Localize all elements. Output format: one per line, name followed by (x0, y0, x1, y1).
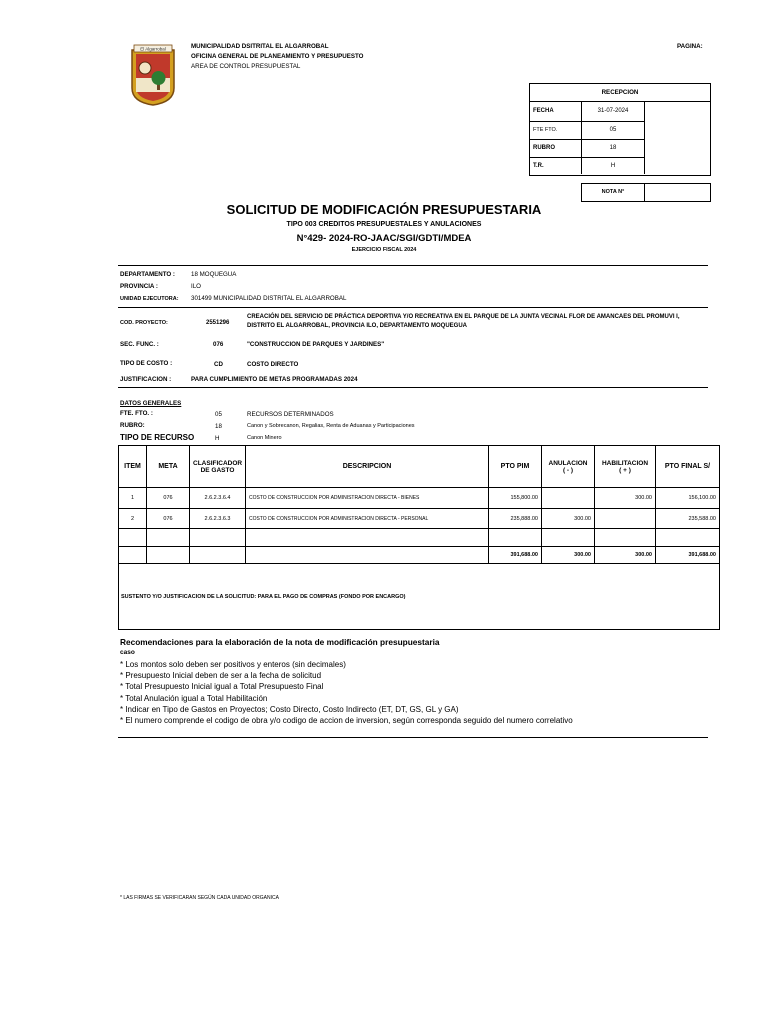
list-item: * Total Anulación igual a Total Habilitación (120, 693, 268, 703)
table-row-empty (119, 529, 720, 547)
sec-description: "CONSTRUCCION DE PARQUES Y JARDINES" (247, 341, 385, 348)
col-meta: META (147, 446, 190, 488)
dep-label: DEPARTAMENTO : (120, 271, 175, 278)
col-habilitacion: HABILITACION ( + ) (595, 446, 656, 488)
total-hab: 300.00 (595, 547, 656, 564)
costo-value: CD (214, 361, 223, 368)
list-item: * Los montos solo deben ser positivos y enteros (sin decimales) (120, 660, 346, 669)
cell-meta: 076 (147, 509, 190, 529)
rubro-label: RUBRO (530, 139, 582, 157)
fecha-label: FECHA (530, 102, 582, 121)
budget-table (118, 445, 720, 630)
footer-note: * LAS FIRMAS SE VERIFICARAN SEGÚN CADA UNIDAD ORGANICA (120, 895, 279, 901)
nota-value (645, 184, 709, 201)
tr-label: TIPO DE RECURSO (120, 433, 195, 442)
rubro-description: Canon y Sobrecanon, Regalias, Renta de Aduanas y Participaciones (247, 423, 415, 429)
header-line2: OFICINA GENERAL DE PLANEAMIENTO Y PRESUPUESTO (191, 53, 364, 60)
header-line3: AREA DE CONTROL PRESUPUESTAL (191, 63, 301, 70)
table-totals-row (119, 547, 720, 564)
prov-label: PROVINCIA : (120, 283, 158, 290)
cell-item: 1 (119, 488, 147, 509)
ue-value: 301499 MUNICIPALIDAD DISTRITAL EL ALGARROBAL (191, 295, 347, 302)
recepcion-box (529, 83, 711, 176)
tr-value: H (215, 435, 220, 442)
svg-text:El Algarrobal: El Algarrobal (140, 46, 166, 52)
ftefto-value: 05 (582, 121, 645, 139)
divider (118, 307, 708, 308)
divider (118, 387, 708, 388)
col-final: PTO FINAL S/ (656, 446, 720, 488)
table-row (119, 509, 720, 529)
cell-item: 2 (119, 509, 147, 529)
table-header-row (119, 446, 720, 488)
ftefto-label: FTE FTO. (530, 121, 582, 139)
table-row (119, 488, 720, 509)
divider (118, 737, 708, 738)
cell-meta: 076 (147, 488, 190, 509)
col-descripcion: DESCRIPCION (246, 446, 489, 488)
cell-hab: 300.00 (595, 488, 656, 509)
recepcion-title: RECEPCION (530, 84, 710, 102)
divider (118, 265, 708, 266)
cell-anul (542, 488, 595, 509)
col-anulacion: ANULACION ( - ) (542, 446, 595, 488)
cell-clasif: 2.6.2.3.6.3 (190, 509, 246, 529)
cod-value: 2551296 (206, 320, 230, 326)
col-pim: PTO PIM (489, 446, 542, 488)
total-anul: 300.00 (542, 547, 595, 564)
cell-final: 235,588.00 (656, 509, 720, 529)
costo-description: COSTO DIRECTO (247, 361, 299, 368)
costo-label: TIPO DE COSTO : (120, 360, 173, 367)
header-line1: MUNICIPALIDAD DSITRITAL EL ALGARROBAL (191, 43, 329, 50)
cell-pim: 155,800.00 (489, 488, 542, 509)
dep-value: 18 MOQUEGUA (191, 271, 237, 278)
total-final: 391,688.00 (656, 547, 720, 564)
fte-value: 05 (215, 411, 222, 418)
list-item: * Total Presupuesto Inicial igual a Total Presupuesto Final (120, 682, 324, 692)
page-label: PAGINA: (677, 43, 703, 50)
rubro-value: 18 (582, 139, 645, 157)
recomendaciones-title: Recomendaciones para la elaboración de la nota de modificación presupuestaria (120, 637, 440, 647)
cell-final: 156,100.00 (656, 488, 720, 509)
datos-title: DATOS GENERALES (120, 400, 182, 407)
col-item: ITEM (119, 446, 147, 488)
cod-description: CREACIÓN DEL SERVICIO DE PRÁCTICA DEPORTIVA Y/O RECREATIVA EN EL PARQUE DE LA JUNTA VECINAL FLOR DE AMANCAES DEL PROMUVI I, DISTRITO EL ALGARROBAL, PROVINCIA ILO, DEPARTAMENTO MOQUEGUA (247, 314, 680, 329)
list-item: * El numero comprende el codigo de obra y/o codigo de accion de inversion, según corresponda seguido del numero correlativo (120, 716, 573, 726)
ue-label: UNIDAD EJECUTORA: (120, 296, 179, 302)
page-subtitle: TIPO 003 CREDITOS PRESUPUESTALES Y ANULACIONES (286, 221, 482, 228)
tr-description: Canon Minero (247, 435, 282, 441)
tr-value: H (582, 157, 645, 174)
cell-clasif: 2.6.2.3.6.4 (190, 488, 246, 509)
municipal-logo (130, 44, 176, 106)
cell-hab (595, 509, 656, 529)
list-item: * Indicar en Tipo de Gastos en Proyectos; Costo Directo, Costo Indirecto (ET, DT, GS, GL y GA) (120, 704, 459, 714)
sustento-text: SUSTENTO Y/O JUSTIFICACION DE LA SOLICITUD: PARA EL PAGO DE COMPRAS (FONDO POR ENCARGO) (119, 564, 720, 630)
document-number: N°429- 2024-RO-JAAC/SGI/GDTI/MDEA (296, 233, 472, 244)
fiscal-year: EJERCICIO FISCAL 2024 (351, 247, 417, 253)
sec-label: SEC. FUNC. : (120, 341, 159, 348)
sec-value: 076 (213, 341, 224, 348)
rubro-value: 18 (215, 423, 222, 430)
rubro-label: RUBRO: (120, 422, 145, 429)
tr-label: T.R. (530, 157, 582, 174)
cell-anul: 300.00 (542, 509, 595, 529)
nota-box (581, 183, 711, 202)
fte-label: FTE. FTO. : (120, 410, 153, 417)
nota-label: NOTA N° (582, 184, 645, 201)
cell-pim: 235,888.00 (489, 509, 542, 529)
page-title: SOLICITUD DE MODIFICACIÓN PRESUPUESTARIA (226, 202, 542, 217)
fte-description: RECURSOS DETERMINADOS (247, 411, 334, 418)
prov-value: ILO (191, 283, 201, 290)
recomendaciones-list (120, 659, 573, 726)
fecha-value: 31-07-2024 (582, 102, 645, 121)
sustento-row (119, 564, 720, 630)
cell-desc: COSTO DE CONSTRUCCION POR ADMINISTRACION DIRECTA - PERSONAL (246, 509, 489, 529)
just-description: PARA CUMPLIMIENTO DE METAS PROGRAMADAS 2024 (191, 376, 358, 383)
col-clasificador: CLASIFICADOR DE GASTO (190, 446, 246, 488)
cod-label: COD. PROYECTO: (120, 320, 168, 326)
list-item: * Presupuesto Inicial deben de ser a la fecha de solicitud (120, 671, 322, 681)
recomendaciones-caso: caso (120, 649, 135, 656)
just-label: JUSTIFICACION : (120, 376, 172, 383)
total-pim: 391,688.00 (489, 547, 542, 564)
cell-desc: COSTO DE CONSTRUCCION POR ADMINISTRACION DIRECTA - BIENES (246, 488, 489, 509)
